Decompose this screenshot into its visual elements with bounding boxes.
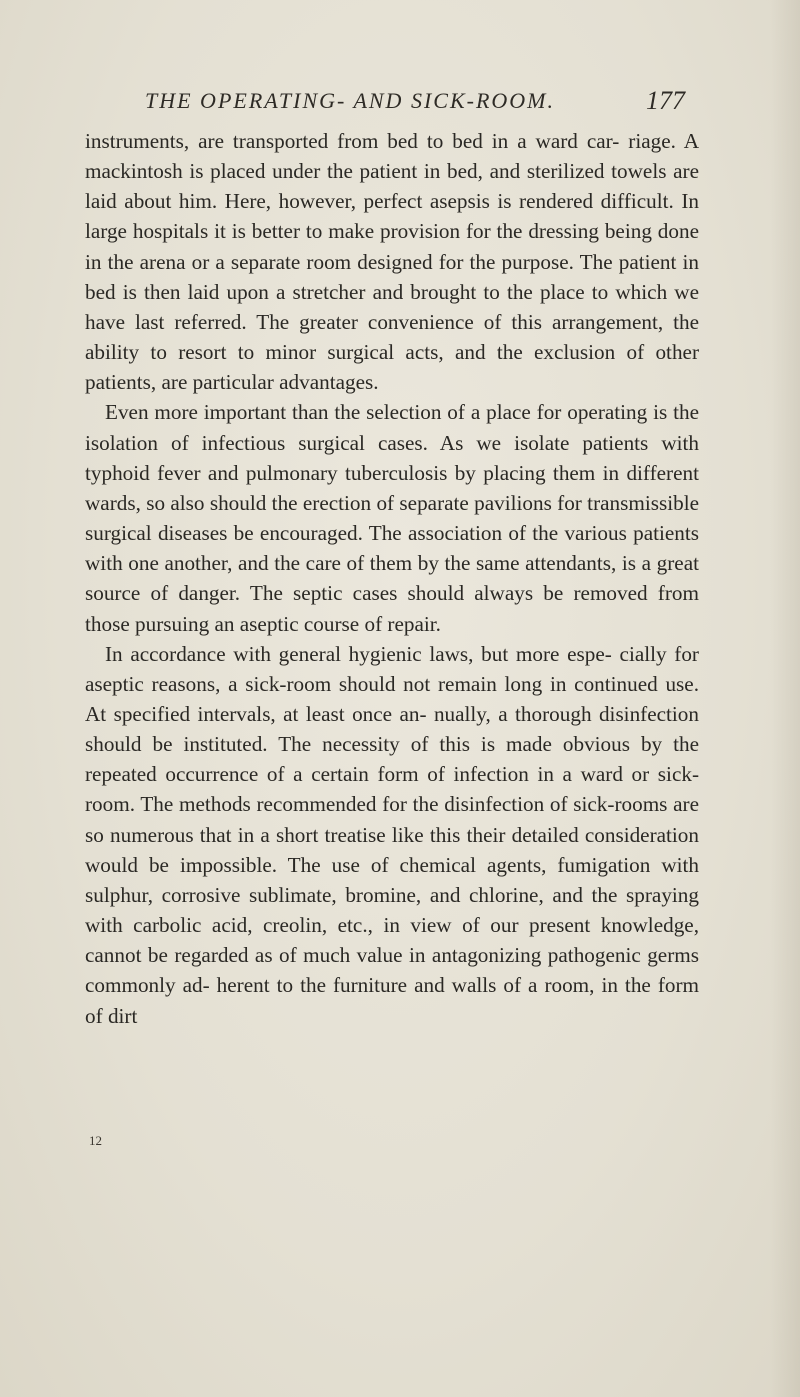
paragraph-disinfection: In accordance with general hygienic laws, but more espe- cially for aseptic reasons, a sick-room should not remain long in continued use. At specified intervals, at least once an- nually, a thorough disinfection should be instituted. The necessity of this is made obvious by the repeated occurrence of a certain form of infection in a ward or sick-room. The methods recommended for the disinfection of sick-rooms are so numerous that in a short treatise like this their detailed consideration would be impossible. The use of chemical agents, fumigation with sulphur, corrosive sublimate, bromine, and chlorine, and the spraying with carbolic acid, creolin, etc., in view of our present knowledge, cannot be regarded as of much value in antagonizing pathogenic germs commonly ad- herent to the furniture and walls of a room, in the form of dirt: [85, 641, 699, 1028]
running-head: THE OPERATING- AND SICK-ROOM.: [145, 88, 555, 113]
signature-mark: 12: [89, 1133, 102, 1148]
page-number: 177: [646, 86, 685, 115]
page-edge-shadow: [770, 0, 800, 1397]
page-header: [145, 88, 685, 118]
paragraph-continuation: instruments, are transported from bed to bed in a ward car- riage. A mackintosh is placed under the patient in bed, and sterilized towels are laid about him. Here, however, perfect asepsis is rendered difficult. In large hospitals it is better to make provision for the dressing being done in the arena or a separate room designed for the purpose. The patient in bed is then laid upon a stretcher and brought to the place to which we have last referred. The greater convenience of this arrangement, the ability to resort to minor surgical acts, and the exclusion of other patients, are particular advantages.: [85, 129, 699, 395]
body-text: [85, 126, 699, 1031]
paragraph-isolation: Even more important than the selection of a place for operating is the isolation of infectious surgical cases. As we isolate patients with typhoid fever and pulmonary tuberculosis by placing them in different wards, so also should the erection of separate pavilions for transmissible surgical diseases be encouraged. The association of the various patients with one another, and the care of them by the same attendants, is a great source of danger. The septic cases should always be removed from those pursuing an aseptic course of repair.: [85, 400, 699, 636]
